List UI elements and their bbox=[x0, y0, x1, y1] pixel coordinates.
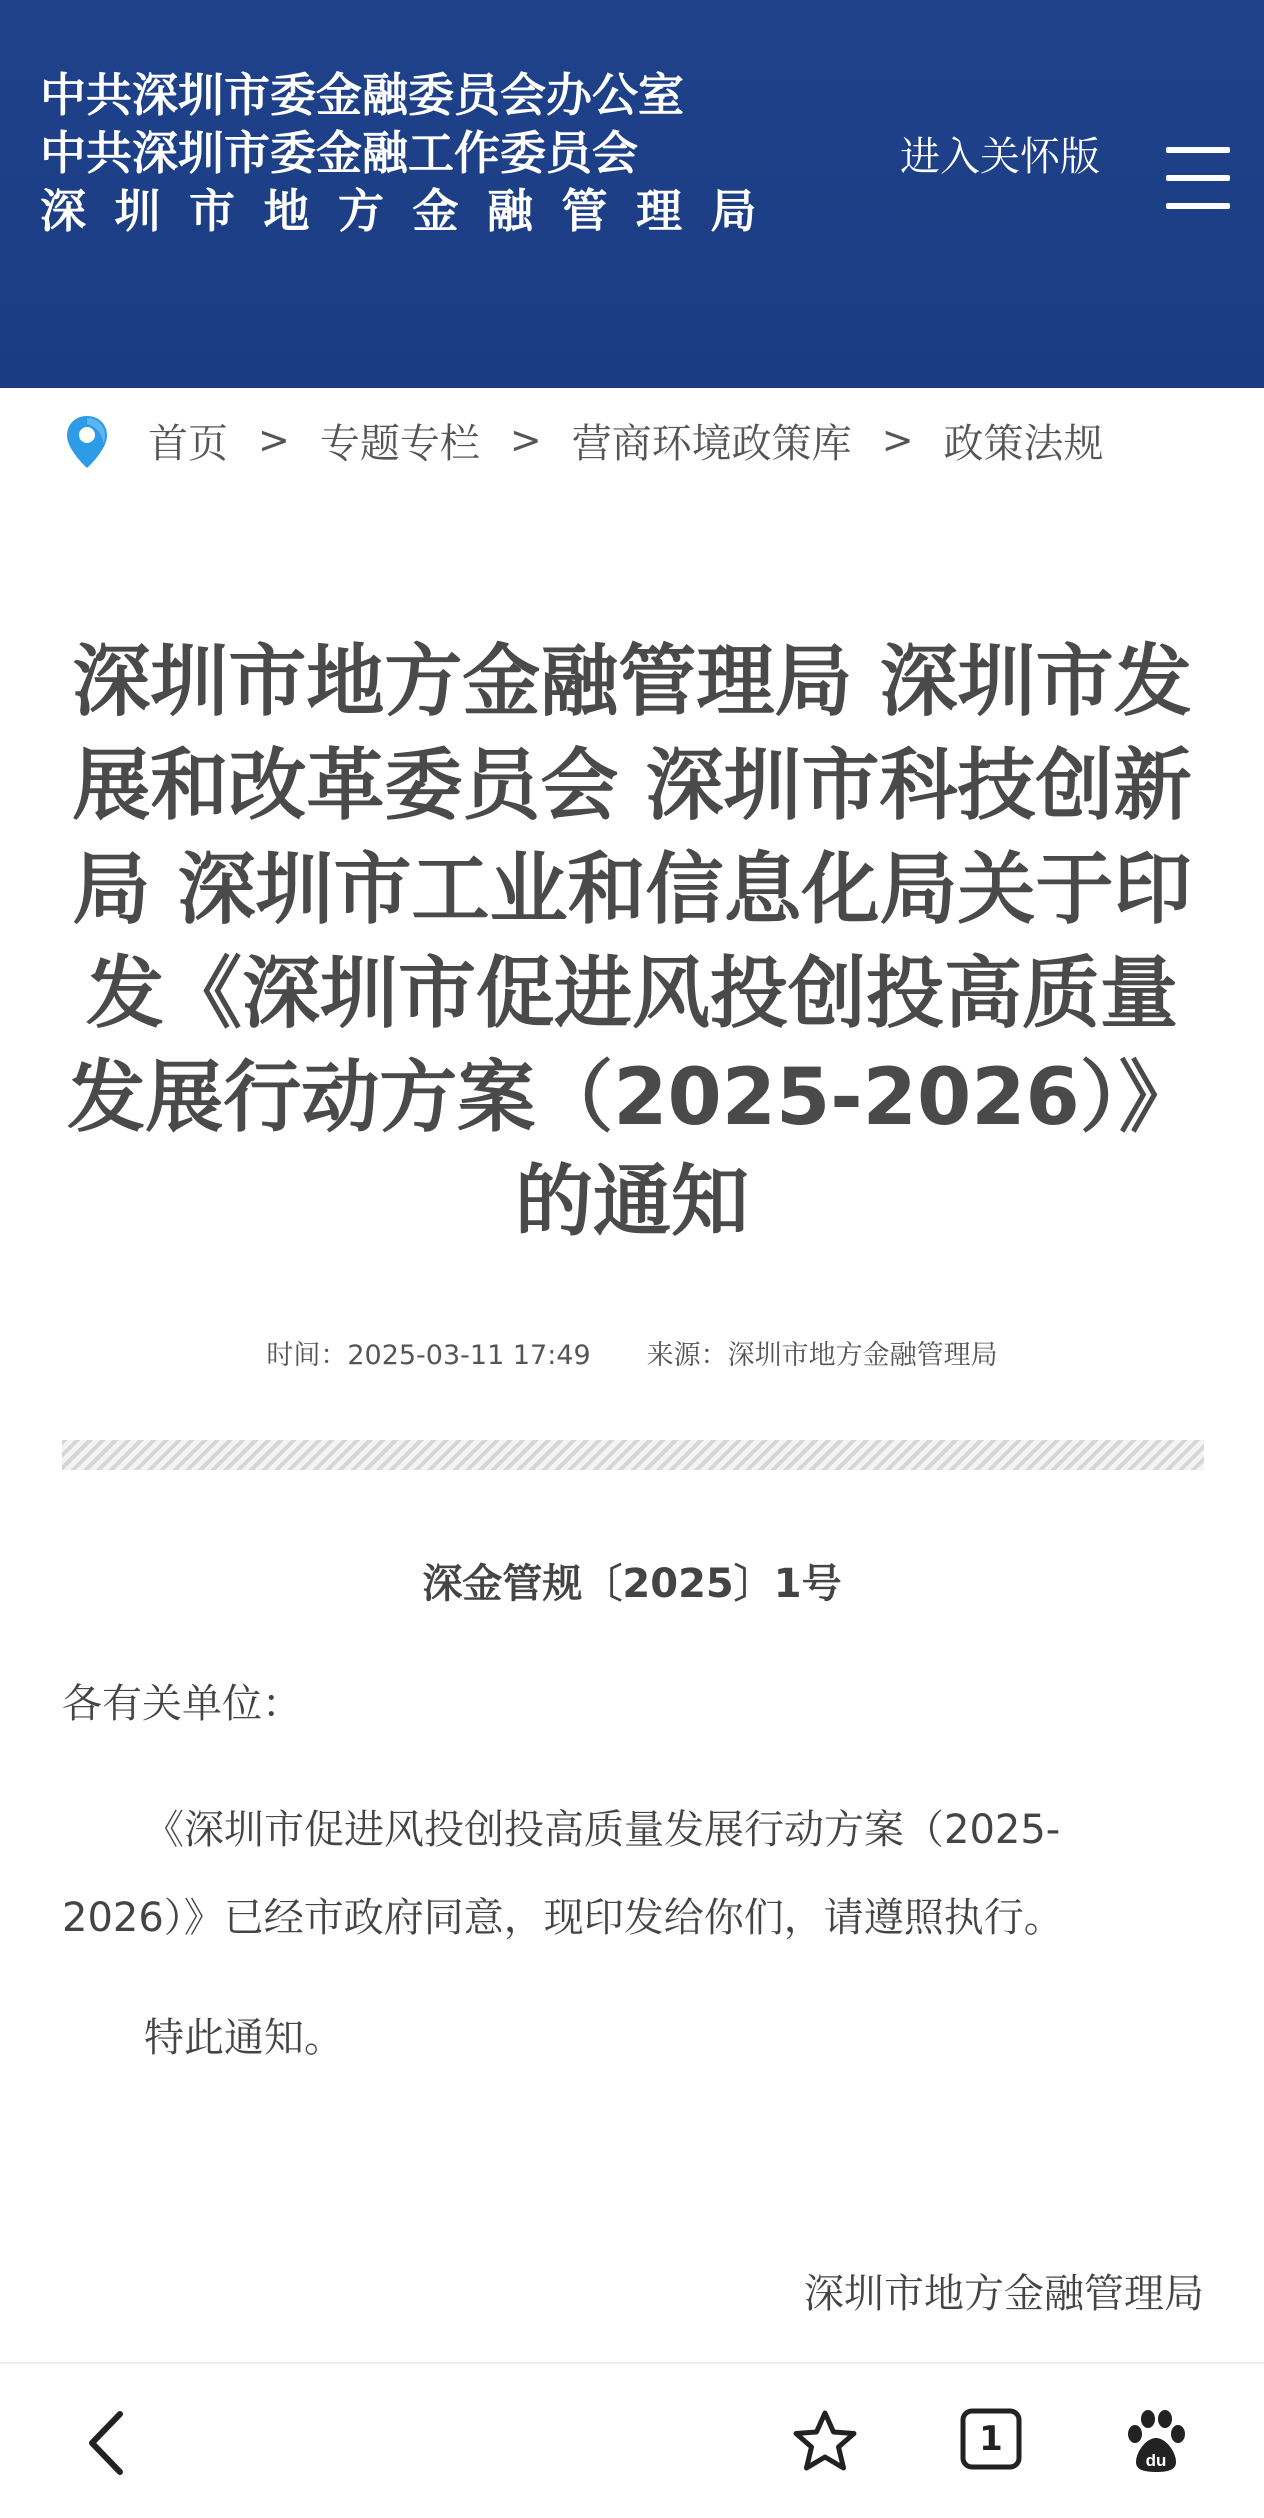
site-header bbox=[0, 0, 1264, 388]
browser-bottom-bar bbox=[0, 2362, 1264, 2518]
article-body-paragraph: 《深圳市促进风投创投高质量发展行动方案（2025-2026）》已经市政府同意，现印发给你们，请遵照执行。 bbox=[62, 1807, 1064, 1941]
breadcrumb-separator: > bbox=[258, 418, 290, 462]
breadcrumb bbox=[64, 410, 1224, 470]
location-pin-icon bbox=[64, 414, 110, 470]
closing-notice: 特此通知。 bbox=[144, 2015, 344, 2061]
hatched-divider bbox=[62, 1440, 1204, 1470]
org-line-1: 中共深圳市委金融委员会办公室 bbox=[40, 68, 684, 122]
star-icon[interactable] bbox=[790, 2408, 860, 2474]
org-line-3: 深圳市地方金融管理局 bbox=[40, 184, 785, 238]
article-meta bbox=[0, 1333, 1264, 1372]
tab-count: 1 bbox=[979, 2419, 1003, 2459]
chevron-left-icon[interactable] bbox=[84, 2408, 128, 2478]
breadcrumb-special-topics[interactable]: 专题专栏 bbox=[319, 420, 480, 467]
care-mode-link[interactable]: 进入关怀版 bbox=[900, 134, 1100, 180]
breadcrumb-separator: > bbox=[509, 418, 542, 462]
salutation: 各有关单位： bbox=[62, 1681, 302, 1727]
org-line-2: 中共深圳市委金融工作委员会 bbox=[40, 126, 638, 180]
issuer-signature: 深圳市地方金融管理局 bbox=[804, 2271, 1204, 2317]
baidu-paw-icon[interactable] bbox=[1124, 2408, 1188, 2474]
site-logo[interactable] bbox=[40, 66, 785, 240]
breadcrumb-business-policy-library[interactable]: 营商环境政策库 bbox=[571, 420, 852, 467]
article-source: 来源：深圳市地方金融管理局 bbox=[646, 1340, 998, 1371]
tabs-icon[interactable] bbox=[960, 2408, 1022, 2470]
breadcrumb-separator: > bbox=[881, 418, 914, 462]
article-title: 深圳市地方金融管理局 深圳市发展和改革委员会 深圳市科技创新局 深圳市工业和信息化局关于印发《深圳市促进风投创投高质量发展行动方案（2025-2026）》的通知 bbox=[67, 637, 1197, 1247]
document-number: 深金管规〔2025〕1号 bbox=[422, 1561, 842, 1607]
breadcrumb-home[interactable]: 首页 bbox=[148, 420, 228, 467]
breadcrumb-policies-regulations[interactable]: 政策法规 bbox=[943, 420, 1104, 467]
hamburger-menu-icon[interactable] bbox=[1166, 145, 1230, 211]
publish-time: 时间：2025-03-11 17:49 bbox=[266, 1340, 591, 1371]
svg-text:du: du bbox=[1145, 2451, 1167, 2470]
